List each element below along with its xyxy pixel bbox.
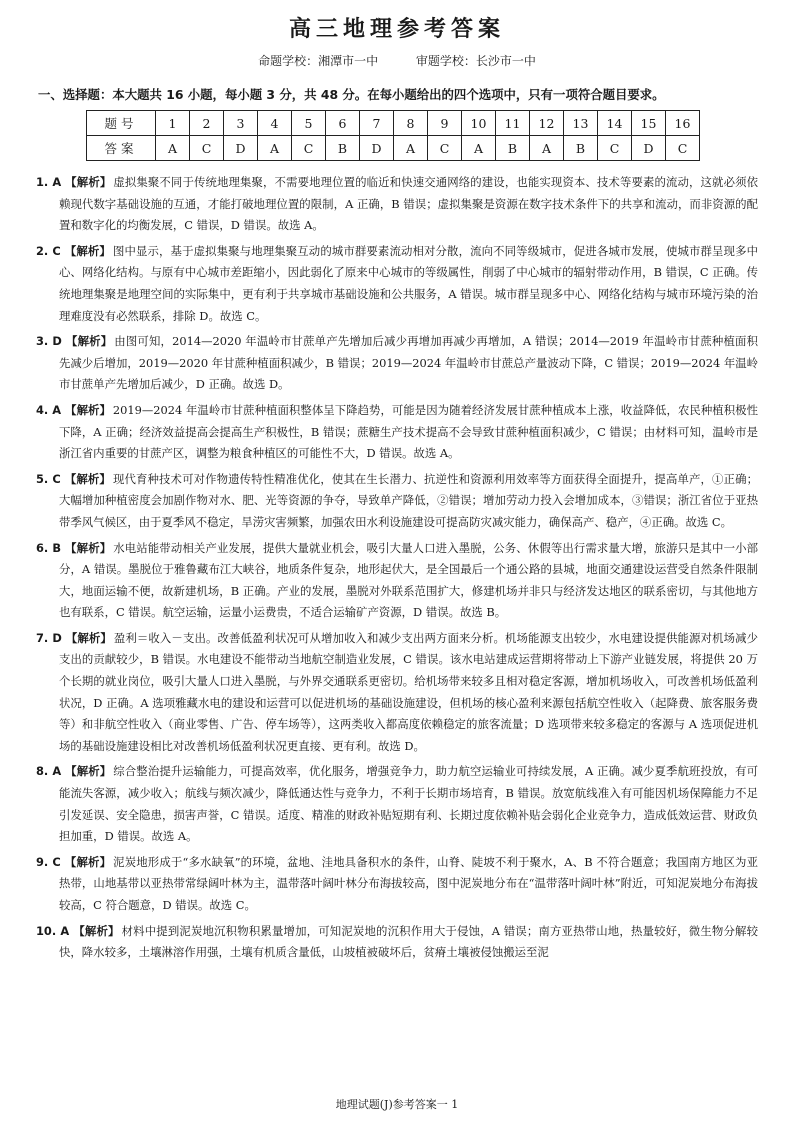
item-number: 10. A xyxy=(36,923,70,938)
item-text: 泥炭地形成于“多水缺氧”的环境，盆地、洼地具备积水的条件，山脊、陡坡不利于聚水，A、B 不符合题意；我国南方地区为亚热带，山地基带以亚热带常绿阔叶林为主，温带落叶阔叶林分布海拔较高，图中泥炭地分布在“温带落叶阔叶林”附近，可知泥炭地分布海拔较高，C 符合题意，D 错误。故选 C。 xyxy=(59,854,758,912)
analysis-tag: 【解析】 xyxy=(65,175,112,189)
explanation-list xyxy=(36,172,758,968)
answer-cell: C xyxy=(428,136,462,161)
item-text: 图中显示，基于虚拟集聚与地理集聚互动的城市群要素流动相对分散，流向不同等级城市，促进各城市发展，使城市群呈现多中心、网络化结构。与原有中心城市差距缩小，因此弱化了原来中心城市的等级属性，削弱了中心城市的辐射带动作用，B 错误，C 正确。传统地理集聚是地理空间的实际集中，更有利于共享城市基础设施和公共服务，A 错误。城市群呈现多中心、网络化结构与城市环境污染的治理难度没有必然联系，排除 D。故选 C。 xyxy=(59,243,758,323)
question-number-cell: 2 xyxy=(190,111,224,136)
analysis-tag: 【解析】 xyxy=(65,630,112,645)
question-number-cell: 12 xyxy=(530,111,564,136)
question-number-cell: 10 xyxy=(462,111,496,136)
item-number: 6. B xyxy=(36,540,62,555)
explanation-item xyxy=(36,331,758,396)
answer-table xyxy=(86,110,700,161)
answer-cell: C xyxy=(190,136,224,161)
section-heading: 一、选择题：本大题共 16 小题，每小题 3 分，共 48 分。在每小题给出的四个选项中，只有一项符合题目要求。 xyxy=(38,87,665,102)
answer-cell: A xyxy=(462,136,496,161)
question-number-cell: 8 xyxy=(394,111,428,136)
explanation-item xyxy=(36,628,758,758)
analysis-tag: 【解析】 xyxy=(65,334,113,349)
item-text: 现代育种技术可对作物遗传特性精准优化，使其在生长潜力、抗逆性和资源利用效率等方面获得全面提升，提高单产，①正确；大幅增加种植密度会加剧作物对水、肥、光等资源的争夺，导致单产降低，②错误；增加劳动力投入会增加成本，③错误；浙江省位于亚热带季风气候区，由于夏季风不稳定，旱涝灾害频繁，加强农田水利设施建设可提高防灾减灾能力，确保高产、稳产，④正确。故选 C。 xyxy=(59,471,758,529)
item-number: 5. C xyxy=(36,471,61,486)
question-number-cell: 3 xyxy=(224,111,258,136)
answer-cell: B xyxy=(326,136,360,161)
analysis-tag: 【解析】 xyxy=(65,764,112,779)
proposer-school: 命题学校：湘潭市一中 xyxy=(258,54,379,68)
item-number: 3. D xyxy=(36,334,62,349)
question-number-cell: 7 xyxy=(360,111,394,136)
analysis-tag: 【解析】 xyxy=(64,854,112,869)
answer-cell: A xyxy=(530,136,564,161)
question-number-cell: 5 xyxy=(292,111,326,136)
explanation-item xyxy=(36,921,758,964)
question-number-cell: 14 xyxy=(598,111,632,136)
page-title: 高三地理参考答案 xyxy=(288,17,505,42)
question-number-cell: 16 xyxy=(666,111,700,136)
row-label-answer: 答案 xyxy=(87,136,156,161)
answer-cell: A xyxy=(156,136,190,161)
explanation-item xyxy=(36,538,758,624)
explanation-item xyxy=(36,172,758,237)
item-text: 盈利＝收入－支出。改善低盈利状况可从增加收入和减少支出两方面来分析。机场能源支出较少，水电建设提供能源对机场减少支出的贡献较少，B 错误。水电建设不能带动当地航空制造业发展，C 错误。该水电站建成运营期将带动上下游产业链发展，将提供 20 万个长期的就业岗位，吸引大量人口进入墨脱，与外界交通联系更密切。给机场带来较多且相对稳定客源，增加机场收入，可改善机场低盈利状况，D 正确。A 选项雅藏水电的建设和运营可以促进机场的基础设施建设，但机场的核心盈利来源包括航空性收入（起降费、旅客服务费等）和非航空性收入（商业零售、广告、停车场等），这两类收入都高度依赖稳定的旅客流量；D 选项带来较多稳定的客源与 A 选项促进机场的基础设施建设相比对改善机场低盈利状况更直接、更有利。故选 D。 xyxy=(59,630,758,753)
answer-cell: C xyxy=(666,136,700,161)
row-label-number: 题号 xyxy=(87,111,156,136)
answer-cell: D xyxy=(360,136,394,161)
analysis-tag: 【解析】 xyxy=(73,923,120,938)
page-footer: 地理试题(J)参考答案一 1 xyxy=(335,1098,459,1111)
question-number-cell: 13 xyxy=(564,111,598,136)
analysis-tag: 【解析】 xyxy=(65,540,112,555)
author-line xyxy=(0,52,794,69)
item-text: 水电站能带动相关产业发展，提供大量就业机会，吸引大量人口进入墨脱，公务、休假等出行需求量大增，旅游只是其中一小部分，A 错误。墨脱位于雅鲁藏布江大峡谷，地质条件复杂，地形起伏大，是全国最后一个通公路的县城，地面交通建设运营受自然条件限制大，地面运输不便，故新建机场，B 正确。产业的发展，墨脱对外联系范围扩大，修建机场并非只与经济发达地区的联系密切，与其他地方也有联系，C 错误。航空运输，运量小运费贵，不适合运输矿产资源，D 错误。故选 B。 xyxy=(59,540,758,620)
item-number: 2. C xyxy=(36,243,61,258)
item-text: 综合整治提升运输能力，可提高效率，优化服务，增强竞争力，助力航空运输业可持续发展，A 正确。减少夏季航班投放，有可能流失客源，减少收入；航线与频次减少，降低通达性与竞争力，不利于长期市场培育，B 错误。放宽航线准入有可能因机场保障能力不足引发延误、安全隐患，损害声誉，C 错误。适度、精准的财政补贴短期有利、长期过度依赖补贴会弱化企业竞争力，造成低效运营、财政负担加重，D 错误。故选 A。 xyxy=(59,764,758,844)
answer-cell: C xyxy=(598,136,632,161)
item-number: 4. A xyxy=(36,402,62,417)
answer-cell: A xyxy=(258,136,292,161)
analysis-tag: 【解析】 xyxy=(65,402,111,417)
item-number: 1. A xyxy=(36,175,62,189)
item-text: 虚拟集聚不同于传统地理集聚，不需要地理位置的临近和快速交通网络的建设，也能实现资本、技术等要素的流动，这就必须依赖现代数字基础设施的互通，才能打破地理位置的限制，A 正确，B 错误；虚拟集聚是资源在数字技术条件下的共享和流动，而非资源的配置和数字化的均衡发展，C 错误，D 错误。故选 A。 xyxy=(59,175,758,233)
explanation-item xyxy=(36,400,758,465)
item-number: 8. A xyxy=(36,764,62,779)
answer-cell: B xyxy=(564,136,598,161)
analysis-tag: 【解析】 xyxy=(64,471,111,486)
item-text: 2019—2024 年温岭市甘蔗种植面积整体呈下降趋势，可能是因为随着经济发展甘蔗种植成本上涨，收益降低，农民种植积极性下降，A 正确；经济效益提高会提高生产积极性，B 错误；蔗糖生产技术提高不会导致甘蔗种植面积减少，C 错误；由材料可知，温岭市是浙江省内重要的甘蔗产区，调整为粮食种植区的可能性不大，D 错误。故选 A。 xyxy=(59,402,758,461)
answer-cell: A xyxy=(394,136,428,161)
question-number-row xyxy=(87,111,700,136)
item-text: 由图可知，2014—2020 年温岭市甘蔗单产先增加后减少再增加再减少再增加，A 错误；2014—2019 年温岭市甘蔗种植面积先减少后增加，2019—2020 年甘蔗种植面积减少，B 错误；2019—2024 年温岭市甘蔗总产量波动下降，C 错误；2019—2024 年温岭市甘蔗单产先增加后减少，D 正确。故选 D。 xyxy=(59,334,758,392)
question-number-cell: 11 xyxy=(496,111,530,136)
question-number-cell: 9 xyxy=(428,111,462,136)
item-number: 7. D xyxy=(36,630,62,645)
answer-cell: D xyxy=(632,136,666,161)
item-number: 9. C xyxy=(36,854,61,869)
answer-row xyxy=(87,136,700,161)
question-number-cell: 15 xyxy=(632,111,666,136)
answer-cell: C xyxy=(292,136,326,161)
explanation-item xyxy=(36,761,758,847)
explanation-item xyxy=(36,852,758,917)
answer-cell: D xyxy=(224,136,258,161)
question-number-cell: 1 xyxy=(156,111,190,136)
analysis-tag: 【解析】 xyxy=(64,243,111,258)
answer-cell: B xyxy=(496,136,530,161)
reviewer-school: 审题学校：长沙市一中 xyxy=(415,54,536,68)
question-number-cell: 4 xyxy=(258,111,292,136)
explanation-item xyxy=(36,469,758,534)
item-text: 材料中提到泥炭地沉积物积累量增加，可知泥炭地的沉积作用大于侵蚀，A 错误；南方亚热带山地，热量较好，微生物分解较快，降水较多，土壤淋溶作用强，土壤有机质含量低，山坡植被破坏后，贫瘠土壤被侵蚀搬运至泥 xyxy=(59,923,758,960)
question-number-cell: 6 xyxy=(326,111,360,136)
explanation-item xyxy=(36,241,758,327)
